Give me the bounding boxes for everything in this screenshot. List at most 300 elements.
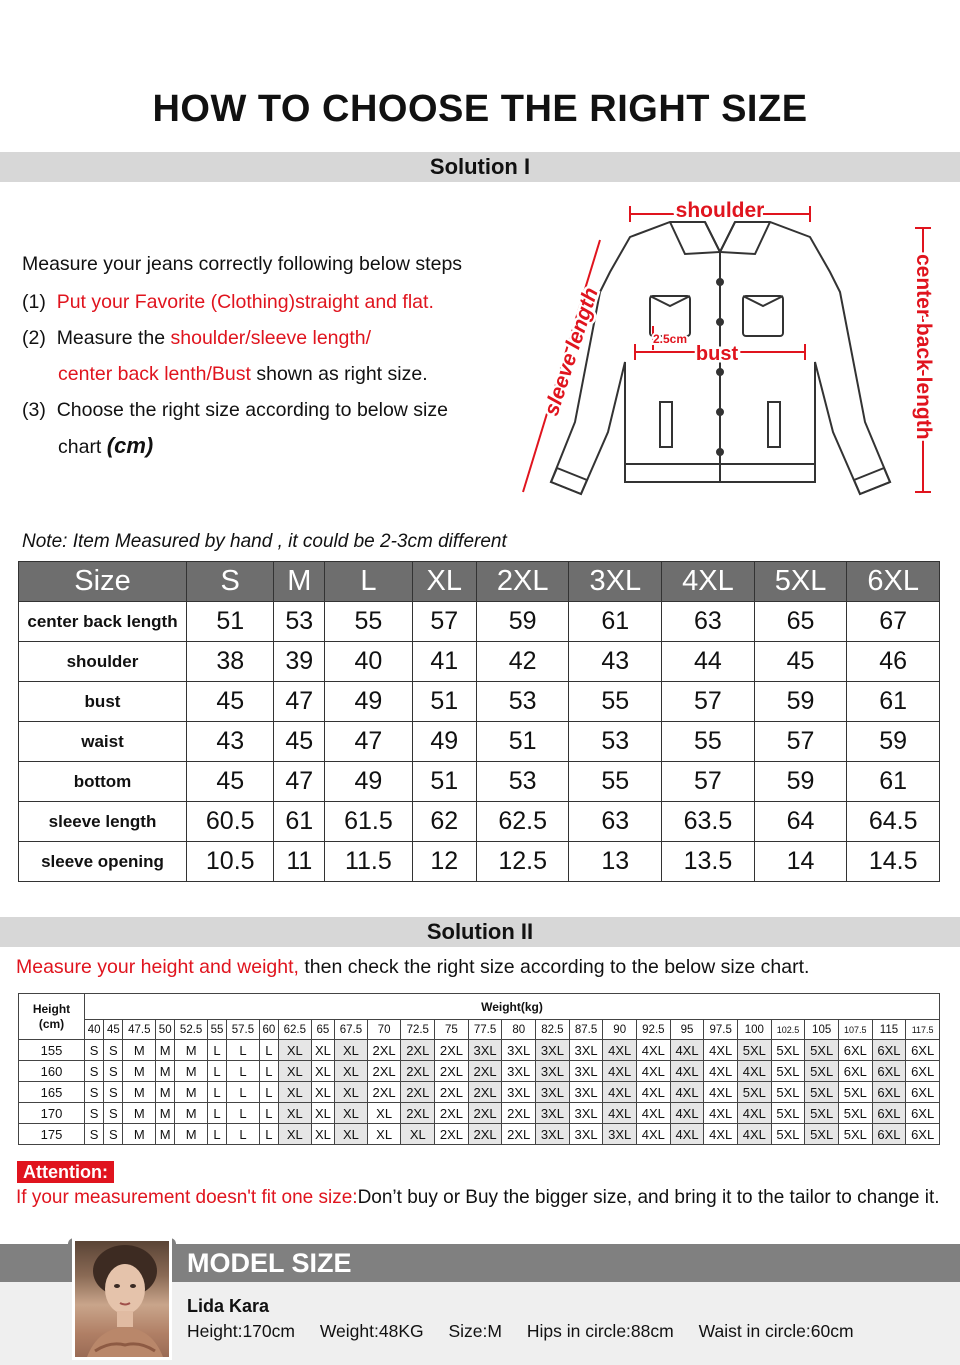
size-recommendation-cell: 2XL <box>435 1082 469 1103</box>
size-value-cell: 40 <box>325 642 412 682</box>
size-recommendation-cell: XL <box>279 1124 312 1145</box>
solution-2-text-red: Measure your height and weight, <box>16 956 299 978</box>
size-recommendation-cell: M <box>156 1040 175 1061</box>
sleeve-length-label: sleeve length <box>539 284 603 419</box>
size-recommendation-cell: 2XL <box>468 1103 502 1124</box>
size-value-cell: 39 <box>274 642 325 682</box>
solution-2-heading: Solution II <box>0 917 960 947</box>
size-recommendation-cell: S <box>85 1082 104 1103</box>
size-value-cell: 38 <box>187 642 274 682</box>
size-value-cell: 42 <box>476 642 569 682</box>
model-portrait-icon <box>75 1241 172 1360</box>
size-value-cell: 61 <box>847 682 940 722</box>
height-row <box>19 1082 940 1103</box>
size-recommendation-cell: XL <box>311 1061 335 1082</box>
step-2 <box>22 320 562 356</box>
step-2-text-red-1: shoulder/sleeve length/ <box>170 327 372 349</box>
size-recommendation-cell: L <box>227 1124 260 1145</box>
size-value-cell: 61 <box>274 802 325 842</box>
height-value: 165 <box>19 1082 85 1103</box>
size-recommendation-cell: XL <box>311 1103 335 1124</box>
weight-value: 67.5 <box>335 1020 368 1040</box>
size-recommendation-cell: 4XL <box>637 1082 671 1103</box>
size-value-cell: 14 <box>754 842 847 882</box>
size-value-cell: 60.5 <box>187 802 274 842</box>
size-recommendation-cell: 4XL <box>603 1082 637 1103</box>
size-value-cell: 51 <box>476 722 569 762</box>
size-recommendation-cell: 2XL <box>502 1103 536 1124</box>
size-value-cell: 59 <box>754 682 847 722</box>
height-value: 170 <box>19 1103 85 1124</box>
size-recommendation-cell: 6XL <box>906 1082 940 1103</box>
size-chart-row <box>19 802 940 842</box>
size-recommendation-cell: 5XL <box>771 1061 805 1082</box>
size-header-cell: 2XL <box>476 562 569 602</box>
weight-value: 117.5 <box>906 1020 940 1040</box>
size-value-cell: 45 <box>754 642 847 682</box>
size-value-cell: 62 <box>412 802 476 842</box>
size-recommendation-cell: 4XL <box>670 1103 704 1124</box>
attention-badge: Attention: <box>17 1161 114 1183</box>
size-recommendation-cell: 4XL <box>670 1082 704 1103</box>
size-value-cell: 49 <box>325 682 412 722</box>
size-recommendation-cell: XL <box>335 1103 368 1124</box>
measurement-label: bust <box>19 682 187 722</box>
size-recommendation-cell: 6XL <box>906 1103 940 1124</box>
size-recommendation-cell: M <box>175 1082 208 1103</box>
size-value-cell: 41 <box>412 642 476 682</box>
size-header-cell: S <box>187 562 274 602</box>
size-recommendation-cell: 3XL <box>569 1124 603 1145</box>
size-recommendation-cell: M <box>175 1124 208 1145</box>
size-recommendation-cell: XL <box>279 1061 312 1082</box>
measurement-steps <box>22 246 562 465</box>
weight-value: 72.5 <box>401 1020 435 1040</box>
size-recommendation-cell: 4XL <box>704 1124 738 1145</box>
size-recommendation-cell: L <box>227 1061 260 1082</box>
size-recommendation-cell: M <box>123 1082 156 1103</box>
size-recommendation-cell: 5XL <box>738 1082 772 1103</box>
size-recommendation-cell: 2XL <box>367 1061 401 1082</box>
size-value-cell: 61 <box>847 762 940 802</box>
attention-text-red: If your measurement doesn't fit one size: <box>16 1187 358 1208</box>
size-recommendation-cell: XL <box>401 1124 435 1145</box>
size-recommendation-cell: 3XL <box>468 1040 502 1061</box>
size-recommendation-cell: XL <box>311 1040 335 1061</box>
size-recommendation-cell: L <box>227 1103 260 1124</box>
height-row <box>19 1061 940 1082</box>
size-header-cell: 5XL <box>754 562 847 602</box>
size-recommendation-cell: 5XL <box>838 1124 872 1145</box>
size-recommendation-cell: S <box>104 1082 123 1103</box>
weight-value: 97.5 <box>704 1020 738 1040</box>
size-value-cell: 53 <box>569 722 662 762</box>
weight-value: 45 <box>104 1020 123 1040</box>
size-recommendation-cell: M <box>156 1124 175 1145</box>
model-weight: Weight:48KG <box>319 1321 424 1341</box>
height-value: 160 <box>19 1061 85 1082</box>
measurement-note: Note: Item Measured by hand , it could be 2-3cm different <box>22 531 507 552</box>
step-2-number: (2) <box>22 327 46 349</box>
size-value-cell: 51 <box>412 762 476 802</box>
size-value-cell: 12 <box>412 842 476 882</box>
size-recommendation-cell: S <box>104 1103 123 1124</box>
size-header-cell: 3XL <box>569 562 662 602</box>
size-chart-table <box>18 561 940 882</box>
step-3-unit: (cm) <box>106 433 154 458</box>
size-recommendation-cell: 6XL <box>906 1061 940 1082</box>
size-recommendation-cell: 4XL <box>670 1061 704 1082</box>
size-recommendation-cell: XL <box>335 1124 368 1145</box>
size-recommendation-cell: 6XL <box>838 1061 872 1082</box>
weight-value: 100 <box>738 1020 772 1040</box>
size-recommendation-cell: 4XL <box>603 1061 637 1082</box>
size-chart-row <box>19 642 940 682</box>
weight-value: 62.5 <box>279 1020 312 1040</box>
size-chart-body <box>19 602 940 882</box>
weight-value: 90 <box>603 1020 637 1040</box>
model-height: Height:170cm <box>187 1321 295 1341</box>
weight-value: 107.5 <box>838 1020 872 1040</box>
measurement-label: bottom <box>19 762 187 802</box>
step-2-continued <box>22 356 562 392</box>
size-recommendation-cell: M <box>123 1103 156 1124</box>
height-header-label: Height <box>32 1001 71 1016</box>
size-recommendation-cell: 2XL <box>367 1040 401 1061</box>
size-header-cell: L <box>325 562 412 602</box>
size-value-cell: 57 <box>662 682 755 722</box>
size-chart-row <box>19 722 940 762</box>
model-photo <box>72 1238 172 1360</box>
size-value-cell: 57 <box>662 762 755 802</box>
measurement-label: sleeve opening <box>19 842 187 882</box>
size-recommendation-cell: XL <box>279 1040 312 1061</box>
solution-1-heading: Solution I <box>0 152 960 182</box>
weight-value: 50 <box>156 1020 175 1040</box>
size-recommendation-cell: L <box>259 1040 278 1061</box>
size-recommendation-cell: L <box>259 1082 278 1103</box>
size-value-cell: 55 <box>569 682 662 722</box>
size-value-cell: 53 <box>476 762 569 802</box>
size-value-cell: 59 <box>847 722 940 762</box>
height-header <box>19 994 85 1040</box>
pocket-offset-label: 2.5cm <box>652 332 688 346</box>
size-recommendation-cell: M <box>175 1040 208 1061</box>
model-measurements <box>187 1321 874 1342</box>
size-recommendation-cell: 6XL <box>872 1082 906 1103</box>
weight-value: 52.5 <box>175 1020 208 1040</box>
size-recommendation-cell: 5XL <box>771 1040 805 1061</box>
weight-value: 65 <box>311 1020 335 1040</box>
size-recommendation-cell: 2XL <box>401 1040 435 1061</box>
step-1 <box>22 284 562 320</box>
size-recommendation-cell: 4XL <box>704 1082 738 1103</box>
size-recommendation-cell: 2XL <box>502 1124 536 1145</box>
size-value-cell: 43 <box>187 722 274 762</box>
shoulder-label: shoulder <box>675 199 765 222</box>
height-weight-body <box>19 994 940 1145</box>
weight-value: 57.5 <box>227 1020 260 1040</box>
size-value-cell: 47 <box>274 682 325 722</box>
size-recommendation-cell: M <box>156 1061 175 1082</box>
size-value-cell: 64 <box>754 802 847 842</box>
size-recommendation-cell: 2XL <box>367 1082 401 1103</box>
step-3 <box>22 392 562 428</box>
size-recommendation-cell: 3XL <box>569 1061 603 1082</box>
weight-value: 55 <box>207 1020 226 1040</box>
solution-2-instructions <box>16 956 809 979</box>
model-waist: Waist in circle:60cm <box>698 1321 854 1341</box>
size-recommendation-cell: XL <box>367 1103 401 1124</box>
size-recommendation-cell: 2XL <box>468 1082 502 1103</box>
size-value-cell: 59 <box>476 602 569 642</box>
height-value: 155 <box>19 1040 85 1061</box>
size-recommendation-cell: 4XL <box>637 1061 671 1082</box>
size-value-cell: 63.5 <box>662 802 755 842</box>
measurement-label: waist <box>19 722 187 762</box>
size-recommendation-cell: 3XL <box>536 1040 570 1061</box>
size-value-cell: 63 <box>662 602 755 642</box>
size-recommendation-cell: 3XL <box>536 1124 570 1145</box>
jacket-measurement-diagram <box>505 192 955 522</box>
size-recommendation-cell: S <box>104 1040 123 1061</box>
size-recommendation-cell: 4XL <box>637 1040 671 1061</box>
size-value-cell: 55 <box>662 722 755 762</box>
measurement-label: sleeve length <box>19 802 187 842</box>
size-recommendation-cell: 4XL <box>704 1040 738 1061</box>
size-recommendation-cell: M <box>156 1082 175 1103</box>
size-chart-row <box>19 602 940 642</box>
model-name: Lida Kara <box>187 1296 270 1316</box>
size-recommendation-cell: 3XL <box>502 1082 536 1103</box>
size-recommendation-cell: 3XL <box>569 1082 603 1103</box>
size-value-cell: 57 <box>754 722 847 762</box>
size-chart-row <box>19 842 940 882</box>
size-header-cell: 4XL <box>662 562 755 602</box>
size-recommendation-cell: 4XL <box>670 1124 704 1145</box>
size-recommendation-cell: 2XL <box>435 1061 469 1082</box>
size-header-cell: 6XL <box>847 562 940 602</box>
step-3-text-b: chart <box>58 436 102 458</box>
size-value-cell: 65 <box>754 602 847 642</box>
size-recommendation-cell: S <box>104 1061 123 1082</box>
size-value-cell: 44 <box>662 642 755 682</box>
size-recommendation-cell: 3XL <box>603 1124 637 1145</box>
size-recommendation-cell: 5XL <box>838 1103 872 1124</box>
weight-value: 60 <box>259 1020 278 1040</box>
size-recommendation-cell: 6XL <box>906 1124 940 1145</box>
size-recommendation-cell: 3XL <box>502 1040 536 1061</box>
weight-value: 40 <box>85 1020 104 1040</box>
model-size: Size:M <box>448 1321 502 1341</box>
weight-value: 77.5 <box>468 1020 502 1040</box>
size-value-cell: 53 <box>274 602 325 642</box>
size-value-cell: 47 <box>325 722 412 762</box>
size-recommendation-cell: L <box>207 1061 226 1082</box>
size-chart-row <box>19 762 940 802</box>
size-recommendation-cell: L <box>207 1040 226 1061</box>
size-recommendation-cell: 2XL <box>435 1103 469 1124</box>
size-value-cell: 11 <box>274 842 325 882</box>
measurement-label: shoulder <box>19 642 187 682</box>
solution-2-text-rest: then check the right size according to the below size chart. <box>298 956 810 978</box>
weight-value: 92.5 <box>637 1020 671 1040</box>
size-value-cell: 14.5 <box>847 842 940 882</box>
size-recommendation-cell: 2XL <box>468 1124 502 1145</box>
step-2-text-red-2: center back lenth/Bust <box>58 363 251 385</box>
size-recommendation-cell: 6XL <box>906 1040 940 1061</box>
page-title: HOW TO CHOOSE THE RIGHT SIZE <box>152 88 808 130</box>
weight-value: 47.5 <box>123 1020 156 1040</box>
size-recommendation-cell: 2XL <box>435 1040 469 1061</box>
center-back-length-label: center back length <box>912 254 935 440</box>
size-recommendation-cell: 5XL <box>805 1061 839 1082</box>
size-value-cell: 47 <box>274 762 325 802</box>
size-recommendation-cell: XL <box>279 1082 312 1103</box>
size-recommendation-cell: 6XL <box>872 1040 906 1061</box>
size-recommendation-cell: L <box>259 1124 278 1145</box>
size-value-cell: 12.5 <box>476 842 569 882</box>
size-value-cell: 53 <box>476 682 569 722</box>
weight-value: 95 <box>670 1020 704 1040</box>
weight-value: 75 <box>435 1020 469 1040</box>
height-row <box>19 1124 940 1145</box>
size-recommendation-cell: XL <box>335 1061 368 1082</box>
size-recommendation-cell: M <box>123 1040 156 1061</box>
attention-text-rest: Don’t buy or Buy the bigger size, and bring it to the tailor to change it. <box>357 1187 940 1208</box>
size-recommendation-cell: 2XL <box>401 1061 435 1082</box>
size-recommendation-cell: XL <box>311 1082 335 1103</box>
size-recommendation-cell: XL <box>335 1082 368 1103</box>
size-recommendation-cell: XL <box>335 1040 368 1061</box>
measurement-label: center back length <box>19 602 187 642</box>
size-value-cell: 13.5 <box>662 842 755 882</box>
size-recommendation-cell: M <box>123 1124 156 1145</box>
size-recommendation-cell: 2XL <box>401 1103 435 1124</box>
size-recommendation-cell: M <box>175 1061 208 1082</box>
size-recommendation-cell: S <box>85 1040 104 1061</box>
size-recommendation-cell: L <box>259 1061 278 1082</box>
size-recommendation-cell: 3XL <box>536 1103 570 1124</box>
size-recommendation-cell: 4XL <box>738 1124 772 1145</box>
size-recommendation-cell: 5XL <box>805 1124 839 1145</box>
size-header-cell: M <box>274 562 325 602</box>
size-value-cell: 45 <box>274 722 325 762</box>
size-recommendation-cell: 4XL <box>637 1103 671 1124</box>
size-recommendation-cell: 5XL <box>838 1082 872 1103</box>
weight-value: 70 <box>367 1020 401 1040</box>
size-value-cell: 67 <box>847 602 940 642</box>
size-value-cell: 49 <box>325 762 412 802</box>
model-hips: Hips in circle:88cm <box>526 1321 674 1341</box>
size-recommendation-cell: XL <box>279 1103 312 1124</box>
weight-values-row <box>19 1020 940 1040</box>
step-2-text-a: Measure the <box>56 327 171 349</box>
size-value-cell: 46 <box>847 642 940 682</box>
model-size-heading: MODEL SIZE <box>187 1248 352 1278</box>
height-row <box>19 1103 940 1124</box>
size-value-cell: 61.5 <box>325 802 412 842</box>
size-recommendation-cell: XL <box>367 1124 401 1145</box>
weight-value: 87.5 <box>569 1020 603 1040</box>
size-value-cell: 55 <box>569 762 662 802</box>
size-recommendation-cell: L <box>207 1124 226 1145</box>
weight-value: 102.5 <box>771 1020 805 1040</box>
size-recommendation-cell: 4XL <box>704 1103 738 1124</box>
size-recommendation-cell: 4XL <box>603 1040 637 1061</box>
weight-value: 80 <box>502 1020 536 1040</box>
size-recommendation-cell: 4XL <box>670 1040 704 1061</box>
size-value-cell: 59 <box>754 762 847 802</box>
size-recommendation-cell: L <box>207 1082 226 1103</box>
size-recommendation-cell: 4XL <box>704 1061 738 1082</box>
size-value-cell: 49 <box>412 722 476 762</box>
size-recommendation-cell: S <box>85 1061 104 1082</box>
size-header-cell: Size <box>19 562 187 602</box>
size-recommendation-cell: L <box>207 1103 226 1124</box>
step-1-number: (1) <box>22 291 46 313</box>
size-recommendation-cell: 4XL <box>637 1124 671 1145</box>
size-recommendation-cell: 3XL <box>502 1061 536 1082</box>
size-recommendation-cell: L <box>227 1082 260 1103</box>
step-2-text-b: shown as right size. <box>250 363 428 385</box>
height-header-unit: (cm) <box>38 1016 65 1031</box>
size-recommendation-cell: 3XL <box>536 1061 570 1082</box>
size-value-cell: 62.5 <box>476 802 569 842</box>
size-recommendation-cell: 3XL <box>536 1082 570 1103</box>
size-recommendation-cell: 6XL <box>872 1103 906 1124</box>
size-recommendation-cell: 5XL <box>771 1124 805 1145</box>
weight-header: Weight(kg) <box>85 994 940 1020</box>
size-recommendation-cell: 5XL <box>738 1040 772 1061</box>
size-recommendation-cell: 6XL <box>872 1061 906 1082</box>
size-value-cell: 11.5 <box>325 842 412 882</box>
height-value: 175 <box>19 1124 85 1145</box>
step-3-number: (3) <box>22 399 46 421</box>
weight-header-row <box>19 994 940 1020</box>
weight-value: 115 <box>872 1020 906 1040</box>
size-value-cell: 13 <box>569 842 662 882</box>
step-1-text: Put your Favorite (Clothing)straight and flat. <box>56 291 434 313</box>
size-recommendation-cell: M <box>175 1103 208 1124</box>
size-recommendation-cell: 3XL <box>569 1103 603 1124</box>
size-recommendation-cell: 5XL <box>771 1082 805 1103</box>
size-value-cell: 45 <box>187 762 274 802</box>
weight-value: 105 <box>805 1020 839 1040</box>
size-recommendation-cell: M <box>156 1103 175 1124</box>
size-recommendation-cell: 2XL <box>435 1124 469 1145</box>
size-chart-row <box>19 682 940 722</box>
height-weight-table <box>18 993 940 1145</box>
size-value-cell: 43 <box>569 642 662 682</box>
size-value-cell: 57 <box>412 602 476 642</box>
size-recommendation-cell: L <box>259 1103 278 1124</box>
size-recommendation-cell: L <box>227 1040 260 1061</box>
step-3-text-a: Choose the right size according to below size <box>56 399 448 421</box>
size-recommendation-cell: 6XL <box>838 1040 872 1061</box>
steps-intro: Measure your jeans correctly following below steps <box>22 253 463 275</box>
size-chart-header-row <box>19 562 940 602</box>
size-value-cell: 63 <box>569 802 662 842</box>
size-recommendation-cell: 4XL <box>603 1103 637 1124</box>
size-recommendation-cell: 2XL <box>468 1061 502 1082</box>
attention-note <box>16 1187 940 1209</box>
bust-label: bust <box>695 343 739 365</box>
step-3-continued <box>22 428 562 465</box>
size-recommendation-cell: 5XL <box>805 1103 839 1124</box>
size-recommendation-cell: XL <box>311 1124 335 1145</box>
size-recommendation-cell: 5XL <box>805 1040 839 1061</box>
